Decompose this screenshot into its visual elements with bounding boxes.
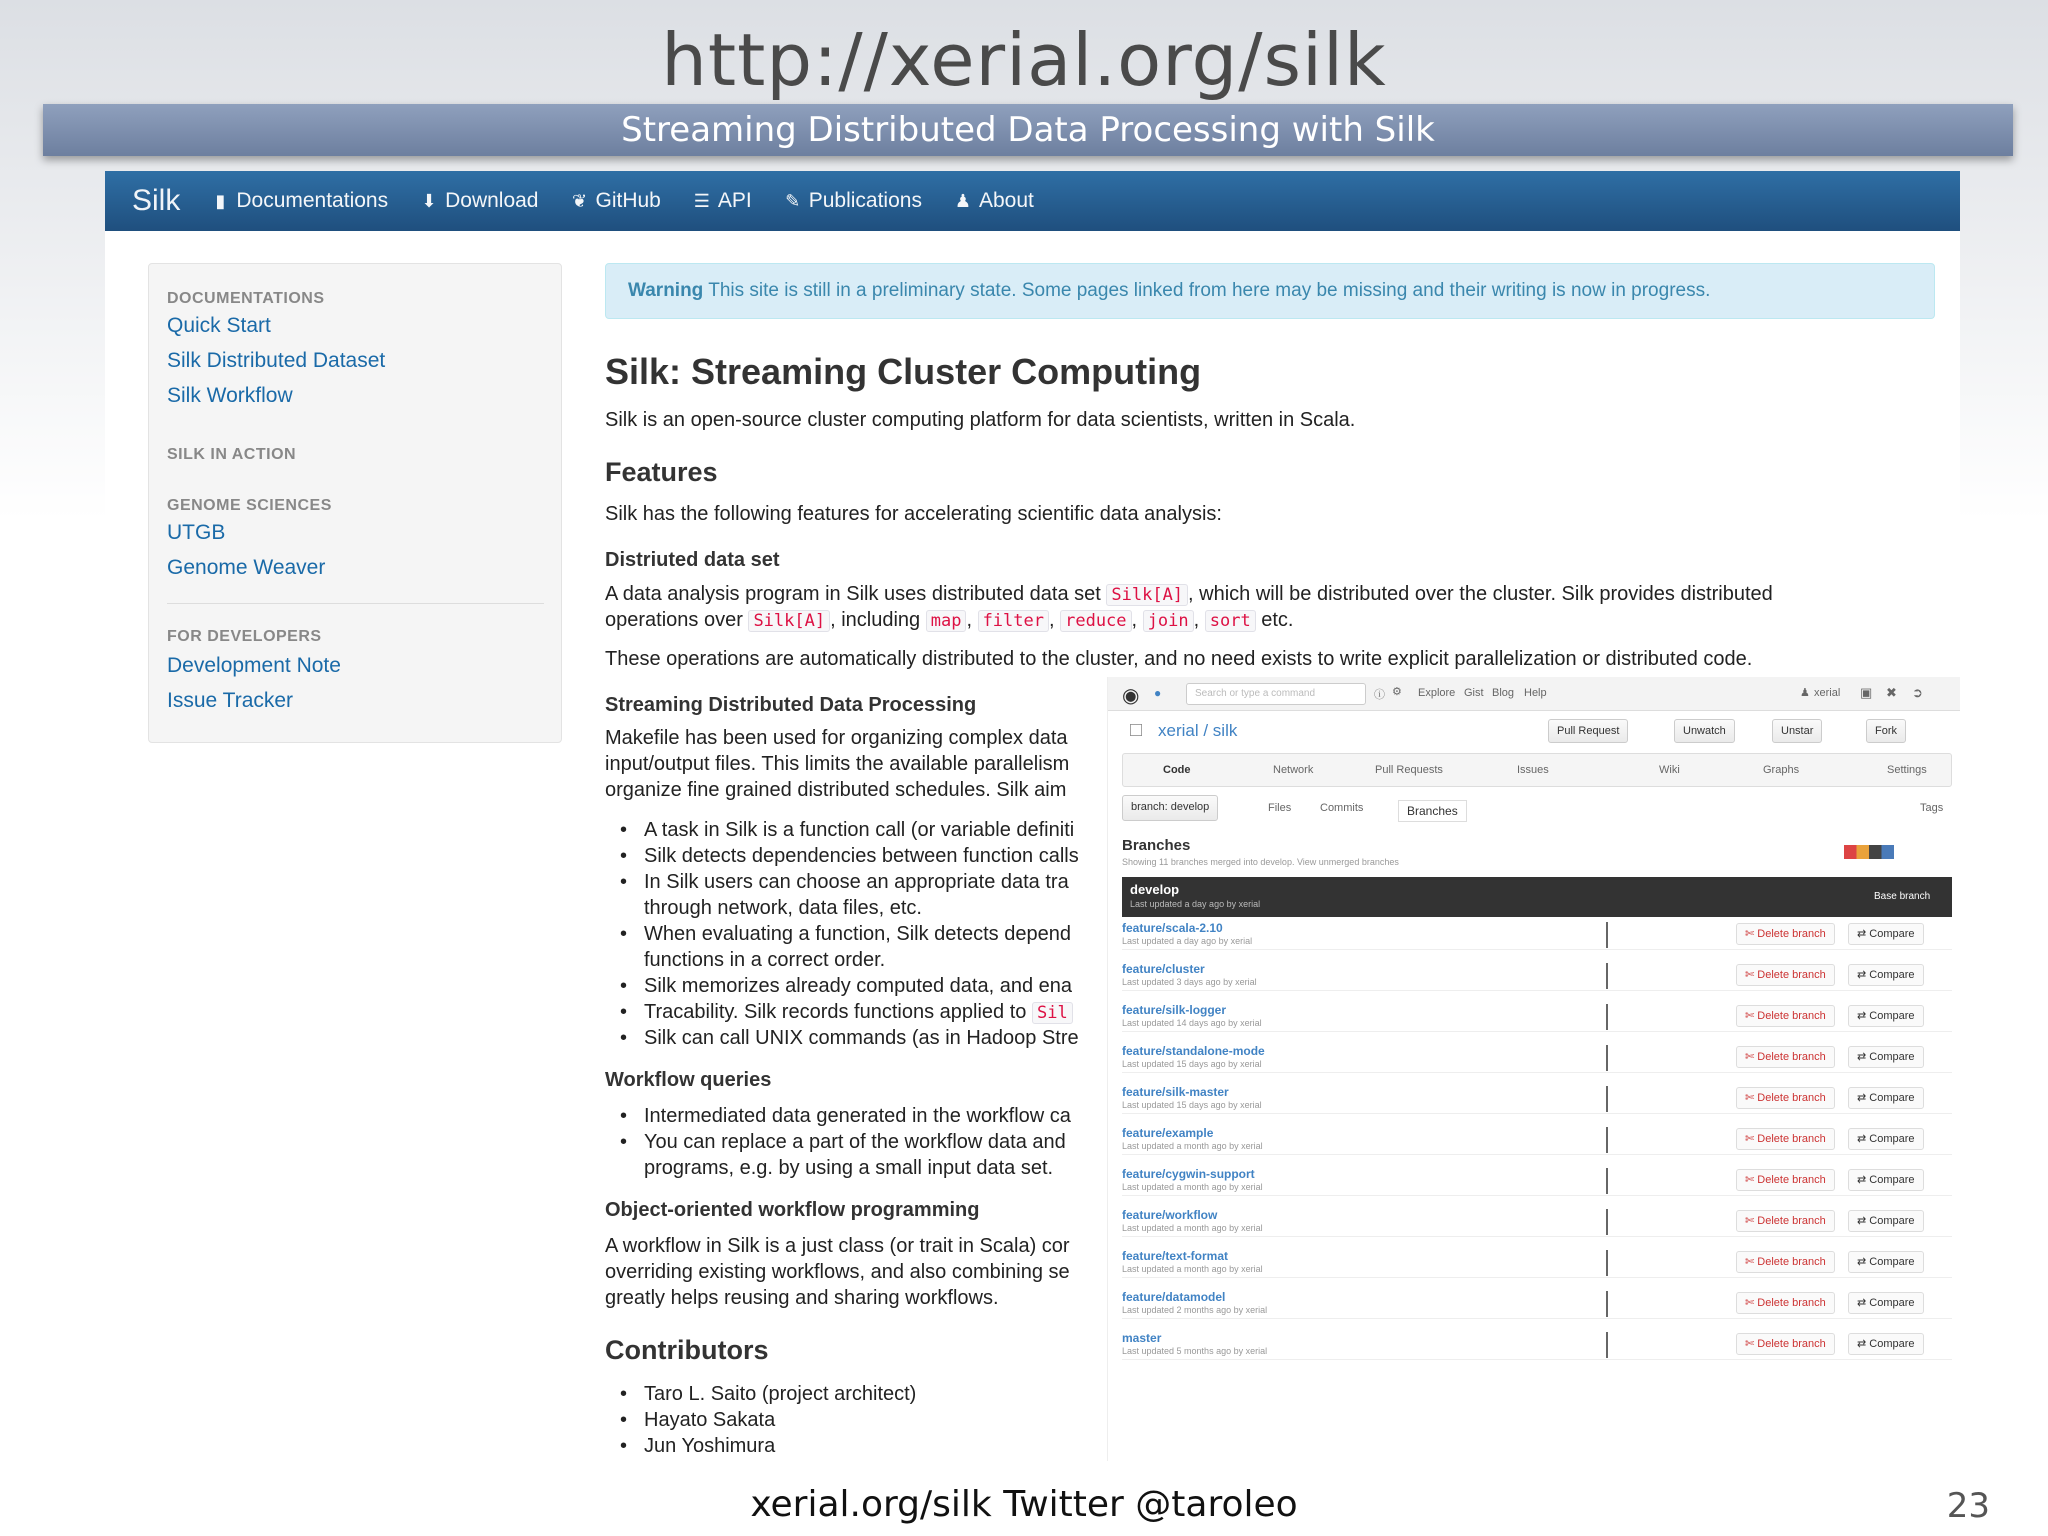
warning-alert [605,263,1935,319]
compare-button[interactable]: ⇄ Compare [1848,1087,1924,1109]
delete-icon: ✄ [1745,1338,1758,1350]
branch-name[interactable]: feature/standalone-mode [1122,1044,1265,1058]
code-filter: filter [978,610,1049,632]
branch-row [1122,1288,1952,1319]
branch-meta: Last updated a month ago by xerial [1122,1264,1263,1274]
delete-icon: ✄ [1745,1010,1758,1022]
branch-row [1122,960,1952,991]
base-branch-name[interactable]: develop [1130,882,1180,897]
compare-button[interactable]: ⇄ Compare [1848,1128,1924,1150]
tab-pull-requests[interactable]: Pull Requests [1375,764,1443,776]
compare-button[interactable]: ⇄ Compare [1848,1251,1924,1273]
delete-branch-button[interactable]: ✄ Delete branch [1736,923,1835,945]
branches-title: Branches [1122,837,1191,854]
tab-settings[interactable]: Settings [1887,764,1927,776]
branches-subtitle: Showing 11 branches merged into develop. View unmerged branches [1122,857,1399,867]
code-map: map [926,610,967,632]
delete-branch-button[interactable]: ✄ Delete branch [1736,964,1835,986]
help-icon[interactable]: ⓘ [1374,689,1385,701]
branch-name[interactable]: feature/example [1122,1126,1214,1140]
intro-text: Silk is an open-source cluster computing platform for data scientists, written in Scala. [605,409,1356,431]
compare-button[interactable]: ⇄ Compare [1848,1210,1924,1232]
user-icon: ♟ [954,190,972,211]
delete-branch-button[interactable]: ✄ Delete branch [1736,1046,1835,1068]
divergence-bar [1606,1168,1608,1194]
branch-meta: Last updated 2 months ago by xerial [1122,1305,1268,1315]
branch-meta: Last updated 14 days ago by xerial [1122,1018,1262,1028]
divergence-bar [1606,1004,1608,1030]
subtab-branches[interactable]: Branches [1398,800,1467,822]
divergence-bar [1606,963,1608,989]
delete-icon: ✄ [1745,969,1758,981]
compare-button[interactable]: ⇄ Compare [1848,923,1924,945]
unstar-button[interactable]: Unstar [1772,719,1822,743]
sdp-bullet: • Tracability. Silk records functions applied to Sil [644,1001,1073,1024]
branch-meta: Last updated a month ago by xerial [1122,1223,1263,1233]
fork-button[interactable]: Fork [1866,719,1906,743]
delete-branch-button[interactable]: ✄ Delete branch [1736,1251,1835,1273]
branch-name[interactable]: feature/cluster [1122,962,1205,976]
slide-footer: xerial.org/silk Twitter @taroleo [750,1484,1298,1525]
branch-name[interactable]: master [1122,1331,1162,1345]
compare-icon: ⇄ [1857,1297,1870,1309]
subtab-tags[interactable]: Tags [1920,802,1944,814]
repo-tabs [1122,753,1952,787]
compare-icon: ⇄ [1857,928,1870,940]
branch-name[interactable]: feature/silk-master [1122,1085,1229,1099]
dds-paragraph-line2: operations over Silk[A] , including map , filter , reduce , join , sort etc. [605,609,1294,631]
slide-title: http://xerial.org/silk [661,18,1387,102]
delete-branch-button[interactable]: ✄ Delete branch [1736,1169,1835,1191]
code-reduce: reduce [1060,610,1131,632]
sidebar-heading-silk-in-action[interactable]: SILK IN ACTION [167,446,297,463]
divergence-bar [1606,1086,1608,1112]
oo-line: greatly helps reusing and sharing workflows. [605,1287,999,1309]
slide-number: 23 [1946,1486,1990,1526]
subtab-commits[interactable]: Commits [1320,802,1364,814]
contributors-heading: Contributors [605,1335,769,1365]
delete-branch-button[interactable]: ✄ Delete branch [1736,1005,1835,1027]
sort-legend-swatch [1844,845,1894,859]
wq-bullet: • You can replace a part of the workflow data and [644,1131,1066,1154]
top-link-blog[interactable]: Blog [1492,687,1515,699]
compare-icon: ⇄ [1857,1174,1870,1186]
tools-icon[interactable]: ✖ [1886,685,1897,700]
branch-name[interactable]: feature/scala-2.10 [1122,921,1223,935]
sidebar-link-silk-distributed-dataset[interactable]: Silk Distributed Dataset [167,349,386,372]
branch-row [1122,1206,1952,1237]
branch-name[interactable]: feature/text-format [1122,1249,1229,1263]
oo-heading: Object-oriented workflow programming [605,1199,980,1221]
book-icon: ▮ [215,190,226,211]
branch-row [1122,919,1952,950]
compare-icon: ⇄ [1857,1010,1870,1022]
code-silk-a-2: Silk[A] [748,610,830,632]
branch-name[interactable]: feature/cygwin-support [1122,1167,1255,1181]
contributor-item: • Hayato Sakata [644,1409,775,1432]
sdp-bullet: • A task in Silk is a function call (or variable definiti [644,819,1074,842]
website-screenshot [105,171,1960,1461]
sdp-bullet: • Silk detects dependencies between function calls [644,845,1079,868]
features-intro: Silk has the following features for accelerating scientific data analysis: [605,503,1222,525]
delete-icon: ✄ [1745,1215,1758,1227]
sdp-bullet: • When evaluating a function, Silk detects depend [644,923,1071,946]
branch-name[interactable]: feature/silk-logger [1122,1003,1227,1017]
github-branches-screenshot [1107,677,1960,1461]
avatar[interactable]: ♟ [1800,687,1810,699]
delete-icon: ✄ [1745,1133,1758,1145]
sdp-line: organize fine grained distributed schedules. Silk aim [605,779,1067,801]
subtab-files[interactable]: Files [1268,802,1292,814]
base-branch-label: Base branch [1874,891,1931,902]
code-sort: sort [1205,610,1256,632]
branch-meta: Last updated a month ago by xerial [1122,1182,1263,1192]
sidebar-heading-documentations: DOCUMENTATIONS [167,290,325,307]
list-icon: ☰ [693,190,710,211]
divergence-bar [1606,1332,1608,1358]
sidebar-heading-genome-sciences: GENOME SCIENCES [167,497,332,514]
sidebar-link-genome-weaver[interactable]: Genome Weaver [167,556,326,579]
branch-name[interactable]: feature/workflow [1122,1208,1218,1222]
compare-icon: ⇄ [1857,1215,1870,1227]
unwatch-button[interactable]: Unwatch [1674,719,1735,743]
branch-meta: Last updated 5 months ago by xerial [1122,1346,1268,1356]
sidebar-link-silk-workflow[interactable]: Silk Workflow [167,384,293,407]
delete-branch-button[interactable]: ✄ Delete branch [1736,1128,1835,1150]
divergence-bar [1606,1291,1608,1317]
github-octocat-icon[interactable]: ◉ [1122,685,1140,707]
compare-button[interactable]: ⇄ Compare [1848,1333,1924,1355]
sdp-heading: Streaming Distributed Data Processing [605,694,977,716]
branch-row [1122,1083,1952,1114]
sdp-bullet: • Silk memorizes already computed data, and ena [644,975,1072,998]
contributor-item: • Jun Yoshimura [644,1435,775,1458]
compare-icon: ⇄ [1857,1051,1870,1063]
branch-meta: Last updated 15 days ago by xerial [1122,1059,1262,1069]
brand-link[interactable]: Silk [132,184,181,217]
pull-request-button[interactable]: Pull Request [1548,719,1628,743]
sdp-bullet-continuation: functions in a correct order. [644,949,886,971]
code-join: join [1143,610,1194,632]
branch-row [1122,1042,1952,1073]
branch-meta: Last updated a day ago by xerial [1122,936,1253,946]
delete-branch-button[interactable]: ✄ Delete branch [1736,1333,1835,1355]
code-sil: Sil [1032,1002,1073,1024]
branch-meta: Last updated 15 days ago by xerial [1122,1100,1262,1110]
tab-code[interactable]: Code [1163,764,1191,776]
base-branch-meta: Last updated a day ago by xerial [1130,899,1261,909]
tab-network[interactable]: Network [1273,764,1314,776]
sdp-line: input/output files. This limits the available parallelism [605,753,1070,775]
repo-title[interactable]: xerial / silk [1158,721,1238,740]
top-link-gist[interactable]: Gist [1464,687,1484,699]
branch-row [1122,1247,1952,1278]
wq-bullet-continuation: programs, e.g. by using a small input data set. [644,1157,1054,1179]
branch-row [1122,1165,1952,1196]
compare-icon: ⇄ [1857,1092,1870,1104]
branch-row [1122,1001,1952,1032]
compare-icon: ⇄ [1857,1338,1870,1350]
delete-branch-button[interactable]: ✄ Delete branch [1736,1087,1835,1109]
divergence-bar [1606,922,1608,948]
compare-button[interactable]: ⇄ Compare [1848,964,1924,986]
tab-wiki[interactable]: Wiki [1659,764,1680,776]
notifications-icon[interactable]: ● [1154,686,1162,700]
delete-icon: ✄ [1745,1092,1758,1104]
sidebar-link-development-note[interactable]: Development Note [167,654,341,677]
top-link-explore[interactable]: Explore [1418,687,1456,699]
alert-text: This site is still in a preliminary state. Some pages linked from here may be missing and their writing is now in progress. [708,280,1711,301]
sidebar-link-issue-tracker[interactable]: Issue Tracker [167,689,294,712]
nav-documentations[interactable]: ▮ Documentations [210,189,388,213]
slide-subtitle-banner: Streaming Distributed Data Processing with Silk [43,104,2013,156]
download-icon: ⬇ [421,190,437,211]
sidebar-heading-for-developers: FOR DEVELOPERS [167,628,322,645]
pencil-icon: ✎ [785,190,801,211]
github-header [1108,677,1960,711]
sidebar-link-quick-start[interactable]: Quick Start [167,314,271,337]
compare-icon: ⇄ [1857,969,1870,981]
new-repo-icon[interactable]: ▣ [1860,685,1873,700]
delete-branch-button[interactable]: ✄ Delete branch [1736,1292,1835,1314]
leaf-icon: ❦ [571,190,588,211]
nav-api[interactable]: ☰ API [693,189,752,212]
dds-paragraph-line1: A data analysis program in Silk uses distributed data set Silk[A] , which will be distributed over the cluster. Silk provides distributed [605,583,1773,605]
delete-branch-button[interactable]: ✄ Delete branch [1736,1210,1835,1232]
dds-heading: Distriuted data set [605,549,780,571]
nav-publications[interactable]: ✎ Publications [783,189,922,213]
alert-strong: Warning [628,280,704,301]
compare-button[interactable]: ⇄ Compare [1848,1005,1924,1027]
repo-icon: □ [1130,719,1143,741]
delete-icon: ✄ [1745,928,1758,940]
compare-button[interactable]: ⇄ Compare [1848,1292,1924,1314]
compare-button[interactable]: ⇄ Compare [1848,1169,1924,1191]
sign-out-icon[interactable]: ➲ [1912,685,1923,700]
branch-selector[interactable]: branch: develop [1122,795,1218,821]
github-search-input[interactable]: Search or type a command [1186,683,1366,705]
dds-paragraph-line3: These operations are automatically distributed to the cluster, and no need exists to write explicit parallelization or distributed code. [605,648,1753,670]
sidebar-link-utgb[interactable]: UTGB [167,521,226,544]
branch-meta: Last updated a month ago by xerial [1122,1141,1263,1151]
page-title: Silk: Streaming Cluster Computing [605,351,1202,392]
branch-name[interactable]: feature/datamodel [1122,1290,1226,1304]
sdp-bullet-continuation: through network, data files, etc. [644,897,922,919]
delete-icon: ✄ [1745,1174,1758,1186]
sidebar-divider [167,603,544,604]
gear-icon[interactable]: ⚙ [1392,686,1402,698]
tab-graphs[interactable]: Graphs [1763,764,1800,776]
user-name[interactable]: xerial [1814,687,1841,699]
top-link-help[interactable]: Help [1524,687,1547,699]
divergence-bar [1606,1045,1608,1071]
oo-line: A workflow in Silk is a just class (or trait in Scala) cor [605,1235,1070,1257]
divergence-bar [1606,1127,1608,1153]
divergence-bar [1606,1209,1608,1235]
nav-github[interactable]: ❦ GitHub [570,189,661,213]
contributor-item: • Taro L. Saito (project architect) [644,1383,916,1406]
top-navbar [105,171,1960,231]
branch-row [1122,1329,1952,1360]
delete-icon: ✄ [1745,1297,1758,1309]
features-heading: Features [605,457,718,487]
delete-icon: ✄ [1745,1256,1758,1268]
base-branch-header [1122,877,1952,917]
sdp-bullet: • In Silk users can choose an appropriate data tra [644,871,1069,894]
compare-icon: ⇄ [1857,1256,1870,1268]
wq-bullet: • Intermediated data generated in the workflow ca [644,1105,1071,1128]
workflow-queries-heading: Workflow queries [605,1069,772,1091]
oo-line: overriding existing workflows, and also combining se [605,1261,1070,1283]
branch-meta: Last updated 3 days ago by xerial [1122,977,1257,987]
code-silk-a: Silk[A] [1106,584,1188,606]
nav-about[interactable]: ♟ About [954,189,1034,212]
divergence-bar [1606,1250,1608,1276]
compare-icon: ⇄ [1857,1133,1870,1145]
sdp-bullet: • Silk can call UNIX commands (as in Hadoop Stre [644,1027,1079,1050]
branch-row [1122,1124,1952,1155]
delete-icon: ✄ [1745,1051,1758,1063]
nav-download[interactable]: ⬇ Download [419,189,538,213]
tab-issues[interactable]: Issues [1517,764,1549,776]
sidebar [148,263,562,743]
sdp-line: Makefile has been used for organizing complex data [605,727,1068,749]
compare-button[interactable]: ⇄ Compare [1848,1046,1924,1068]
